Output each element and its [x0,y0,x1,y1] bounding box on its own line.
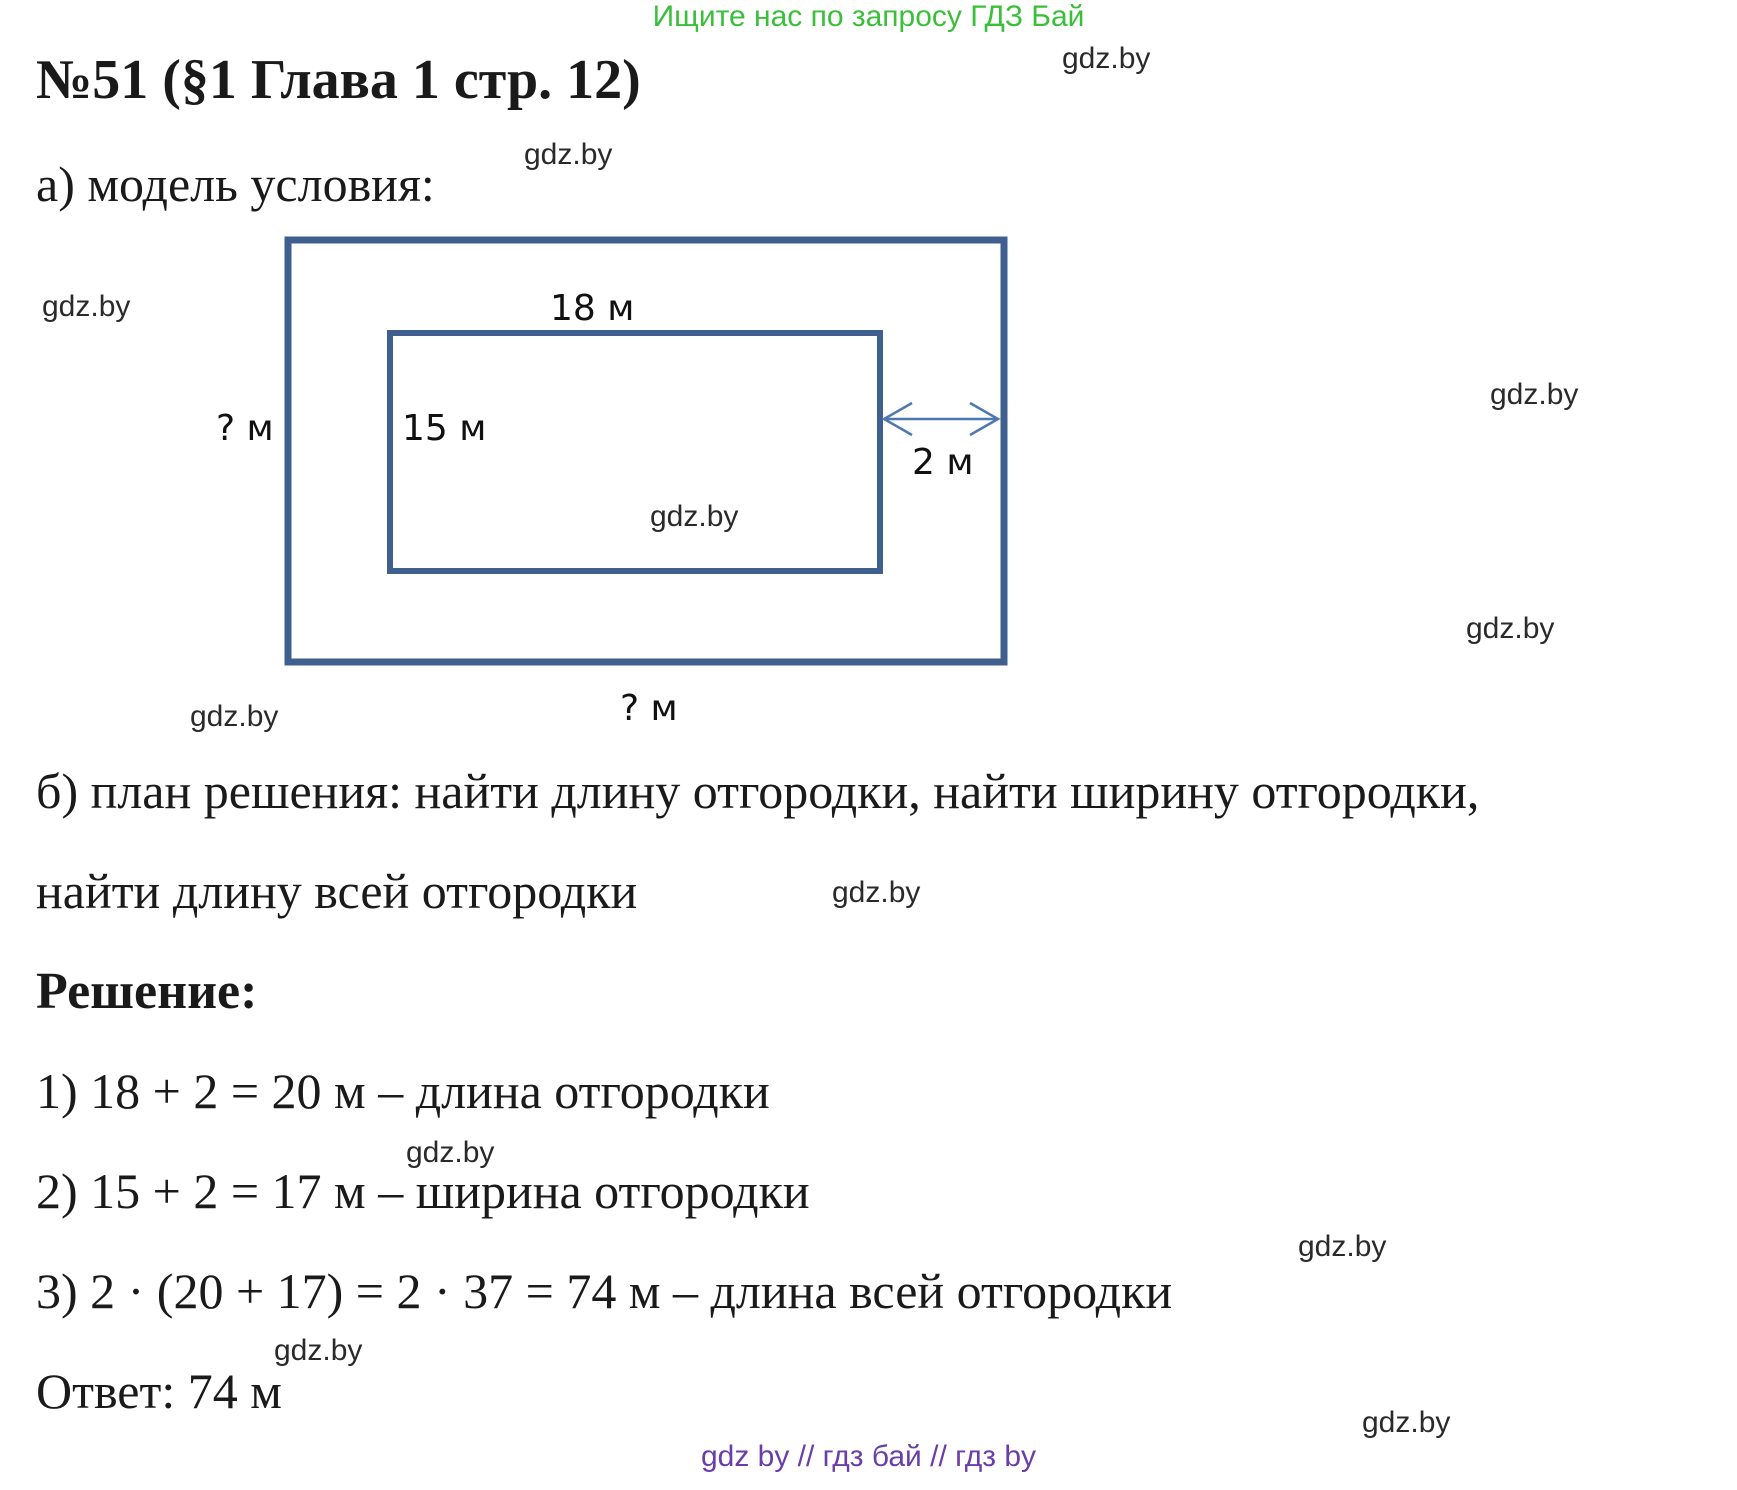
solution-heading: Решение: [36,963,258,1020]
solution-step-2: 2) 15 + 2 = 17 м – ширина отгородки [36,1163,810,1219]
top-search-note: Ищите нас по запросу ГДЗ Бай [652,0,1085,33]
solution-step-3: 3) 2 · (20 + 17) = 2 · 37 = 74 м – длина всей отгородки [36,1263,1173,1319]
watermark: gdz.by [1298,1230,1387,1263]
watermark: gdz.by [190,700,279,733]
part-a-label: а) модель условия: [36,156,435,212]
watermark: gdz.by [1362,1406,1451,1439]
inner-length-label: 18 м [550,288,635,329]
outer-length-label: ? м [620,688,678,729]
answer-line: Ответ: 74 м [36,1363,282,1419]
watermark: gdz.by [832,876,921,909]
watermark: gdz.by [1490,378,1579,411]
watermark: gdz.by [42,290,131,323]
watermark: gdz.by [1062,42,1151,75]
part-b-line-2: найти длину всей отгородки [36,863,638,919]
solution-step-1: 1) 18 + 2 = 20 м – длина отгородки [36,1063,770,1119]
inner-width-label: 15 м [402,408,487,449]
watermark: gdz.by [406,1136,495,1169]
part-b-line-1: б) план решения: найти длину отгородки, найти ширину отгородки, [36,763,1480,819]
page-title: №51 (§1 Глава 1 стр. 12) [36,49,641,111]
watermark: gdz.by [274,1334,363,1367]
watermark: gdz.by [524,138,613,171]
outer-width-label: ? м [216,408,274,449]
watermark: gdz.by [650,500,739,533]
outer-fence-rect [288,240,1004,662]
gap-label: 2 м [912,442,974,483]
footer-links: gdz by // гдз бай // гдз by [700,1440,1037,1473]
inner-plot-rect [390,333,880,571]
watermark: gdz.by [1466,612,1555,645]
